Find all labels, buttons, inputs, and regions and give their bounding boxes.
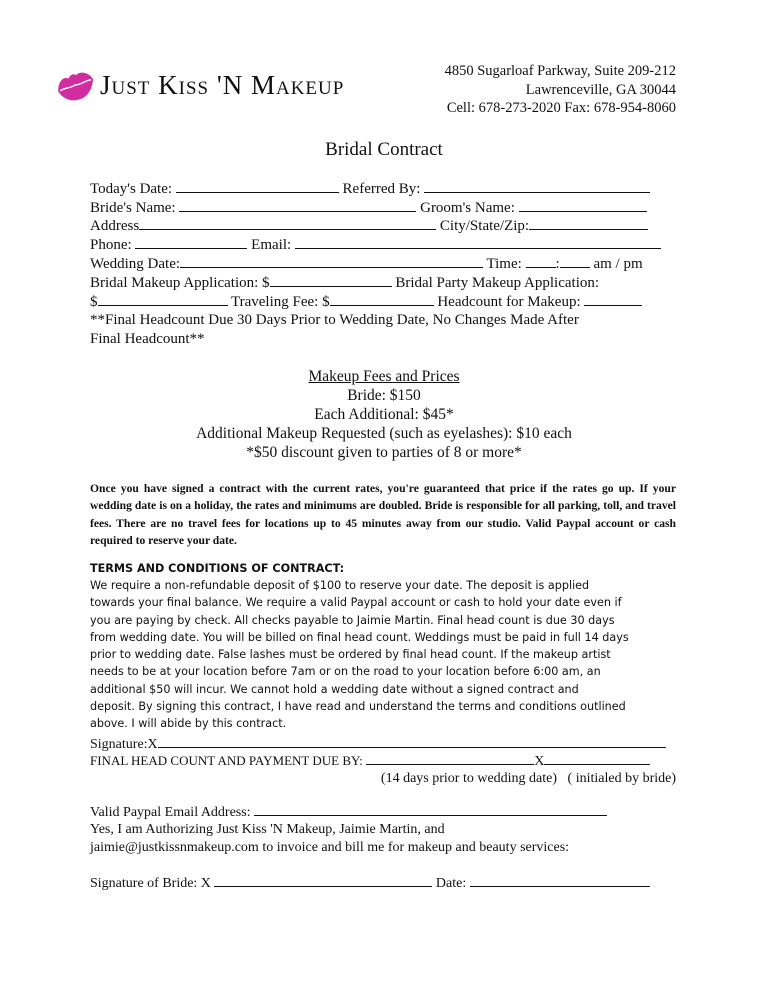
bride-signature-line <box>90 874 680 892</box>
days-prior-note: (14 days prior to wedding date) <box>380 771 558 786</box>
terms-line: needs to be at your location before 7am or on the road to your location before 6:00 am, an <box>90 665 601 679</box>
form-line-wedding <box>90 254 676 273</box>
email-field[interactable] <box>295 235 661 249</box>
referred-by-label: Referred By: <box>342 181 421 197</box>
todays-date-field[interactable] <box>176 179 339 193</box>
signature-field[interactable] <box>158 735 666 748</box>
final-headcount-note-cont: Final Headcount** <box>90 331 205 347</box>
address-line: 4850 Sugarloaf Parkway, Suite 209-212 <box>444 63 676 79</box>
bridal-party-label: Bridal Party Makeup Application: <box>395 275 600 291</box>
address-label: Address <box>90 218 140 234</box>
terms-line: prior to wedding date. False lashes must be ordered by final head count. If the makeup artist <box>90 648 611 662</box>
x-mark: X <box>534 754 545 769</box>
traveling-fee-field[interactable] <box>330 292 434 306</box>
bridal-makeup-label: Bridal Makeup Application: $ <box>90 275 270 291</box>
bridal-party-field[interactable] <box>98 292 228 306</box>
form-line-makeup-app <box>90 273 676 292</box>
extra-makeup-price: Additional Makeup Requested (such as eyelashes): $10 each <box>196 425 572 442</box>
traveling-fee-label: Traveling Fee: $ <box>230 294 330 310</box>
policy-paragraph: Once you have signed a contract with the current rates, you're guaranteed that price if the rates go up. If your wedding date is on a holiday, the rates and minimums are doubled. Bride is responsible for all parking, toll, and travel fees. There are no travel fees for locations up to 45 minutes away from our studio. Valid Paypal account or cash required to reserve your date. <box>90 482 676 547</box>
terms-line: We require a non-refundable deposit of $100 to reserve your date. The deposit is applied <box>90 579 590 592</box>
bride-signature-label: Signature of Bride: X <box>90 876 211 891</box>
am-pm-label: am / pm <box>593 256 643 272</box>
phone-field[interactable] <box>135 235 247 249</box>
address-field[interactable] <box>139 216 436 230</box>
wedding-date-label: Wedding Date: <box>90 256 181 272</box>
brides-name-label: Bride's Name: <box>90 200 176 216</box>
bride-signature-field[interactable] <box>214 874 432 887</box>
signature-label: Signature:X <box>90 737 158 752</box>
terms-body <box>90 577 680 733</box>
initialed-note: ( initialed by bride) <box>567 771 676 786</box>
authorize-line: Yes, I am Authorizing Just Kiss 'N Makeup, Jaimie Martin, and <box>90 822 445 837</box>
discount-note: *$50 discount given to parties of 8 or more* <box>246 444 522 461</box>
terms-line: additional $50 will incur. We cannot hold a wedding date without a signed contract and <box>90 682 579 696</box>
headcount-label: Headcount for Makeup: <box>437 294 581 310</box>
form-line-names <box>90 198 676 217</box>
city-state-zip-label: City/State/Zip: <box>439 218 530 234</box>
final-headcount-note: **Final Headcount Due 30 Days Prior to Wedding Date, No Changes Made After <box>90 312 579 328</box>
due-note-line <box>90 770 676 788</box>
brand-name: Just Kiss 'N Makeup <box>100 70 345 100</box>
contact-line: Cell: 678-273-2020 Fax: 678-954-8060 <box>446 100 676 116</box>
terms-line: towards your final balance. We require a valid Paypal account or cash to hold your date even if <box>90 596 622 610</box>
page-title: Bridal Contract <box>325 139 443 160</box>
dollar-sign: $ <box>90 294 98 310</box>
signature-line <box>90 735 680 753</box>
paypal-label: Valid Paypal Email Address: <box>90 805 251 820</box>
terms-line: you are paying by check. All checks payable to Jaimie Martin. Final head count is due 30 days <box>90 613 615 627</box>
form-line-fees <box>90 292 676 311</box>
todays-date-label: Today's Date: <box>90 181 173 197</box>
terms-line: deposit. By signing this contract, I have read and understand the terms and conditions outlined <box>90 700 626 714</box>
wedding-date-field[interactable] <box>180 254 483 268</box>
time-label: Time: <box>486 256 522 272</box>
city-state-zip-field[interactable] <box>529 216 648 230</box>
headcount-field[interactable] <box>584 292 642 306</box>
paypal-email-field[interactable] <box>254 803 607 816</box>
bride-price: Bride: $150 <box>347 387 421 404</box>
email-label: Email: <box>251 237 292 253</box>
form-line-date-referral <box>90 179 676 198</box>
paypal-line <box>90 803 680 821</box>
bridal-makeup-field[interactable] <box>270 273 392 287</box>
grooms-name-label: Groom's Name: <box>420 200 515 216</box>
bride-date-field[interactable] <box>470 874 650 887</box>
additional-price: Each Additional: $45* <box>314 406 454 423</box>
time-colon: : <box>555 256 560 272</box>
terms-heading: TERMS AND CONDITIONS OF CONTRACT: <box>90 562 345 575</box>
final-count-date-field[interactable] <box>366 752 534 765</box>
final-head-count-label: FINAL HEAD COUNT AND PAYMENT DUE BY: <box>90 753 363 768</box>
initial-field[interactable] <box>544 752 650 765</box>
terms-line: from wedding date. You will be billed on final head count. Weddings must be paid in full 14 days <box>90 630 629 644</box>
referred-by-field[interactable] <box>424 179 650 193</box>
time-minute-field[interactable] <box>560 254 590 268</box>
form-line-address <box>90 216 676 235</box>
lips-icon <box>54 64 96 106</box>
brides-name-field[interactable] <box>179 198 416 212</box>
time-hour-field[interactable] <box>526 254 556 268</box>
grooms-name-field[interactable] <box>519 198 647 212</box>
fees-heading: Makeup Fees and Prices <box>308 368 460 385</box>
terms-line: above. I will abide by this contract. <box>90 717 287 731</box>
business-address <box>445 62 676 118</box>
date-label: Date: <box>435 876 467 891</box>
authorize-line-cont: jaimie@justkissnmakeup.com to invoice and bill me for makeup and beauty services: <box>90 840 570 855</box>
form-line-contact <box>90 235 676 254</box>
final-count-line <box>90 752 680 770</box>
city-line: Lawrenceville, GA 30044 <box>525 81 676 98</box>
phone-label: Phone: <box>90 237 132 253</box>
